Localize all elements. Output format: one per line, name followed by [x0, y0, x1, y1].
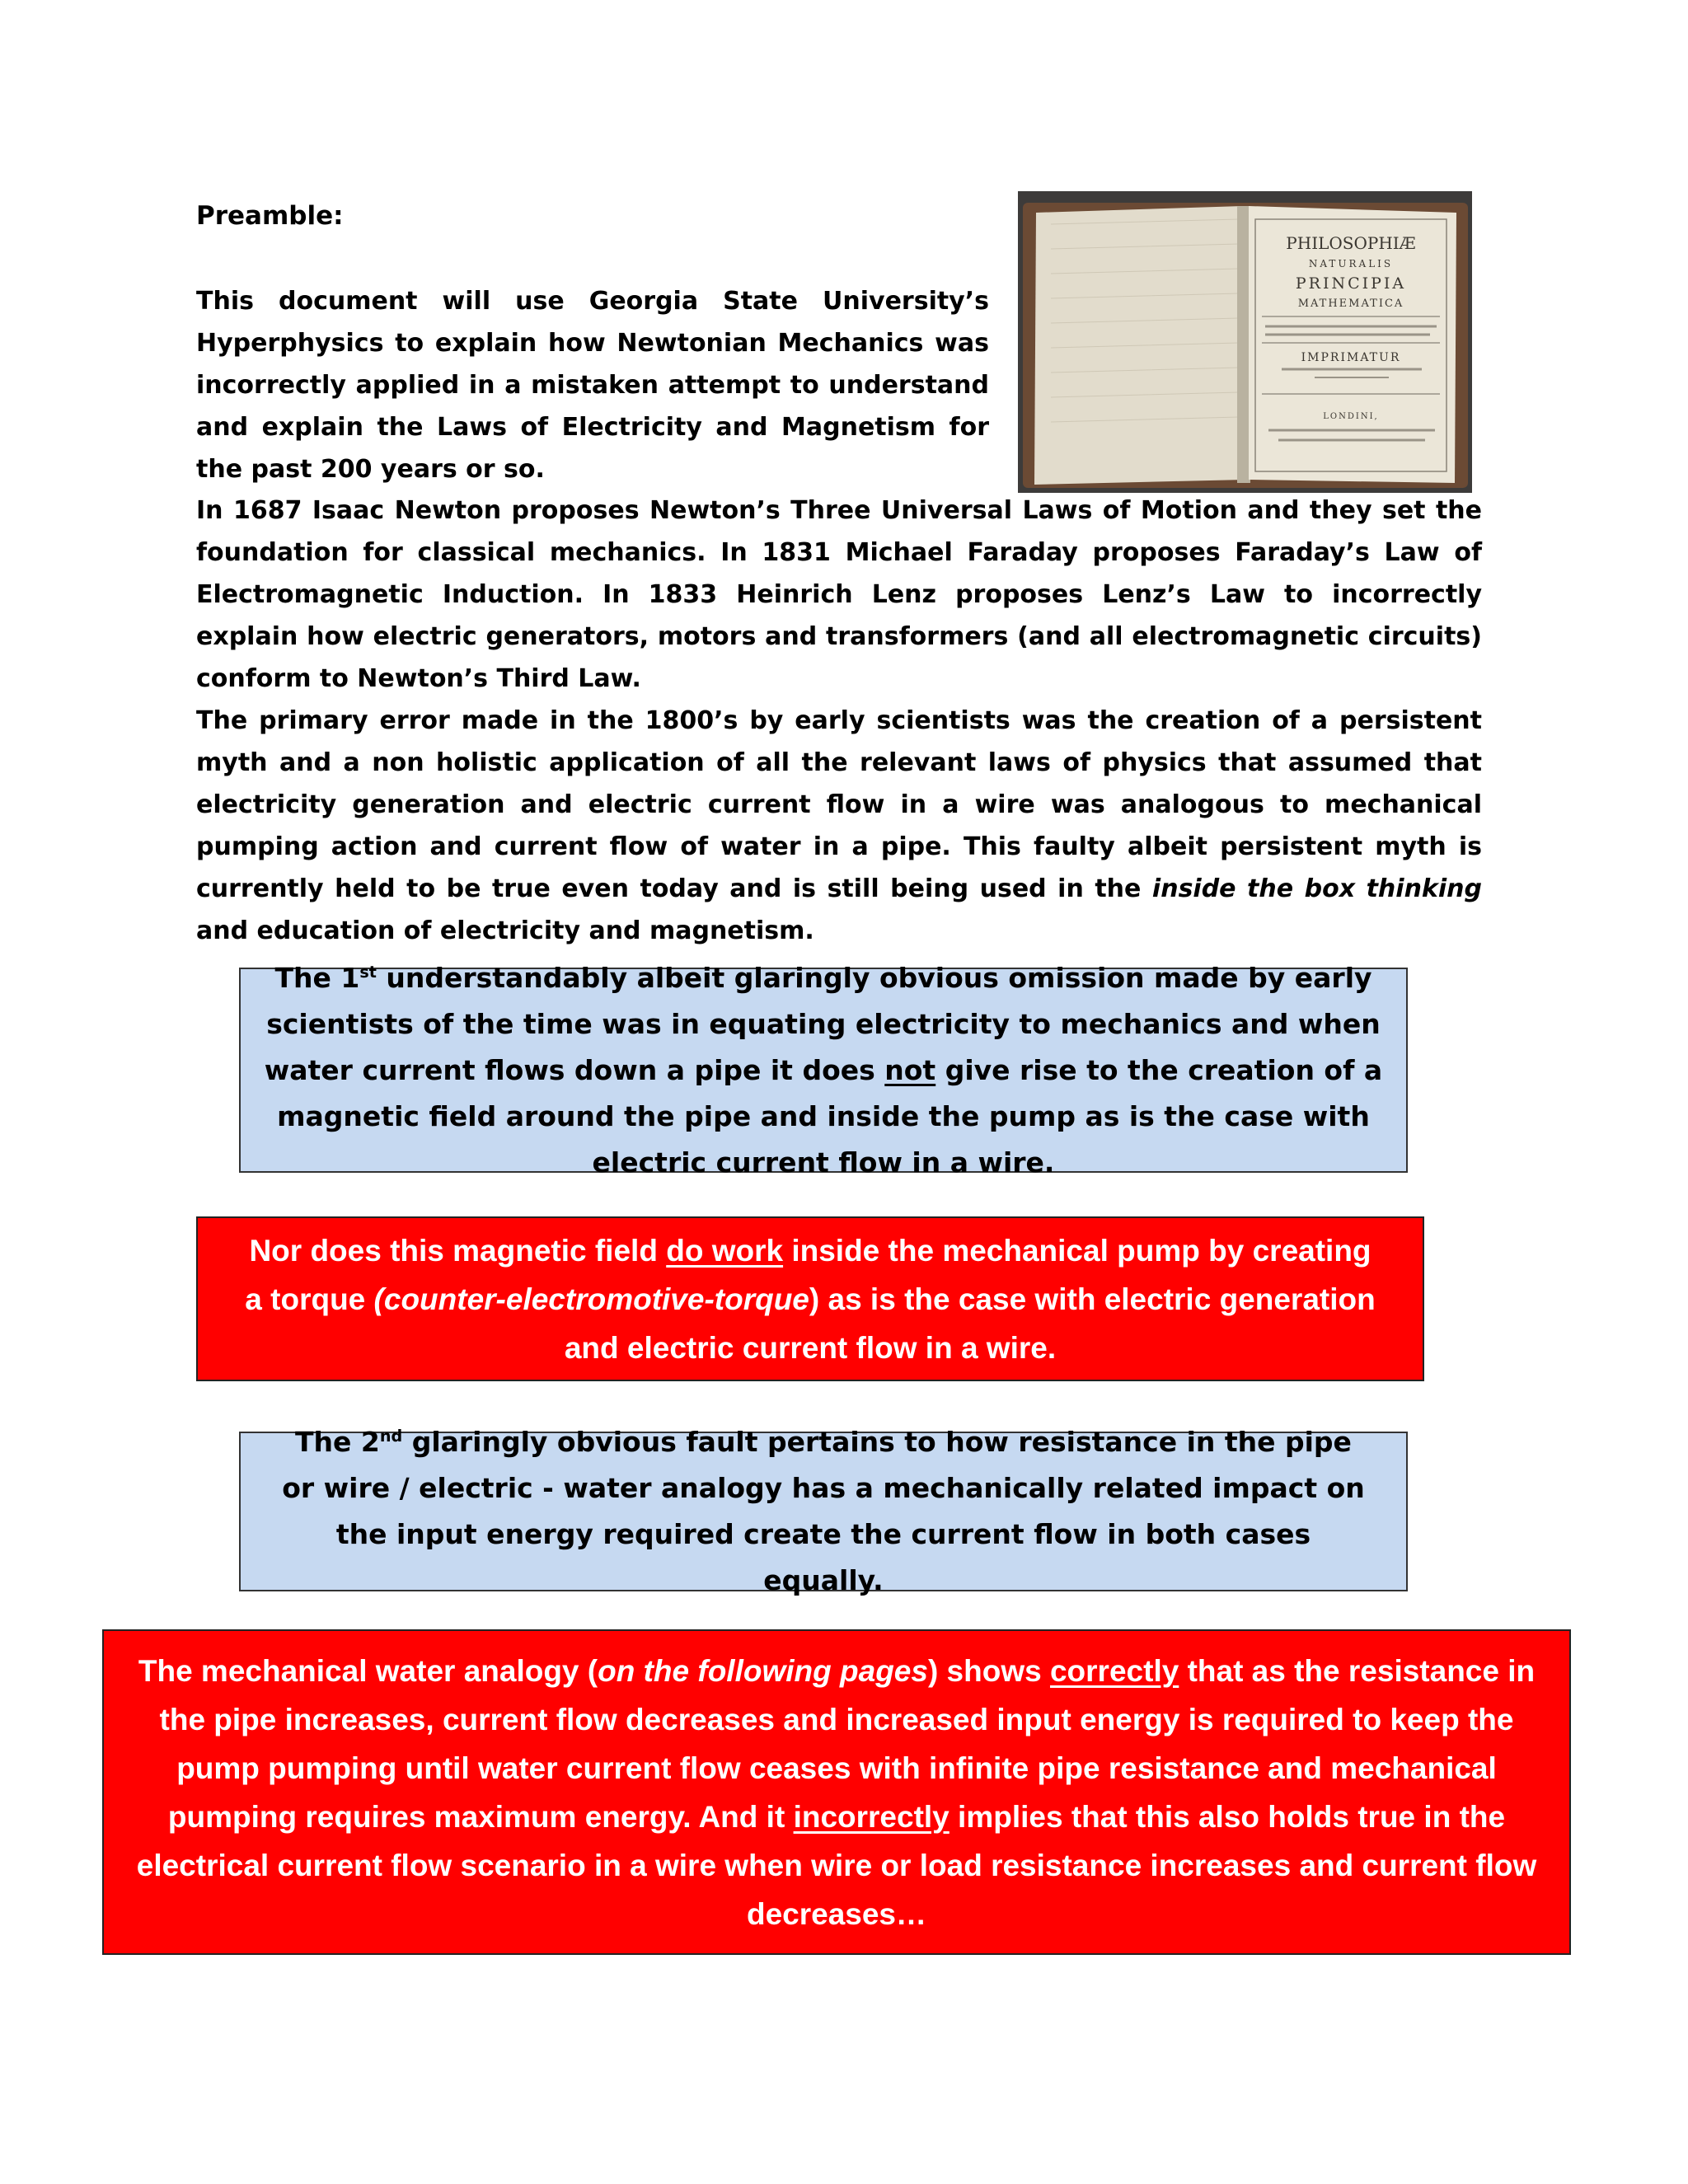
box4-text-1: The mechanical water analogy (: [138, 1653, 598, 1688]
box4-italic-phrase: on the following pages: [598, 1653, 928, 1688]
book-place: LONDINI,: [1323, 412, 1379, 421]
box4-text-3: that as the resistance in the pipe increases, current flow decreases and increased input energy is required to keep the pump pumping until water current flow ceases with infinite pipe resistance and mechanical pumping requires maximum energy. And it: [159, 1653, 1536, 1834]
box4-underlined-correctly: correctly: [1049, 1653, 1179, 1688]
error-paragraph: [196, 700, 1482, 952]
box2-text-2: inside the mechanical pump by creating a torque: [245, 1233, 1372, 1316]
magnetic-field-callout-box: [196, 1216, 1424, 1381]
box1-superscript: st: [359, 962, 377, 982]
book-imprimatur: IMPRIMATUR: [1301, 351, 1401, 364]
box1-text-2: understandably albeit glaringly obvious omission made by early scientists of the time was in equating electricity to mechanics and when water current flows down a pipe it does: [264, 961, 1381, 1086]
box1-underlined-not: not: [884, 1053, 936, 1086]
omission-callout-text: [262, 955, 1385, 1186]
box1-text-3: give rise to the creation of a magnetic field around the pipe and inside the pump as is the case with electric current flow in a wire.: [277, 1053, 1383, 1179]
history-paragraph: In 1687 Isaac Newton proposes Newton’s Three Universal Laws of Motion and they set the foundation for classical mechanics. In 1831 Michael Faraday proposes Faraday’s Law of Electromagnetic Induction. In 1833 Heinrich Lenz proposes Lenz’s Law to incorrectly explain how electric generators, motors and transformers (and all electromagnetic circuits) conform to Newton’s Third Law.: [196, 496, 1482, 693]
intro-paragraph: This document will use Georgia State University’s Hyperphysics to explain how Newtonian Mechanics was incorrectly applied in a mistaken attempt to understand and explain the Laws of Electricity and Magnetism for the past 200 years or so.: [196, 287, 989, 484]
water-analogy-callout-box: [102, 1629, 1571, 1955]
magnetic-field-callout-text: [239, 1226, 1381, 1372]
principia-book-image: [1018, 191, 1472, 493]
box3-superscript: nd: [379, 1427, 403, 1446]
book-title-line-1: PHILOSOPHIÆ: [1286, 233, 1416, 253]
resistance-fault-callout-box: [239, 1426, 1408, 1596]
book-illustration: [1018, 191, 1472, 493]
box3-text-2: glaringly obvious fault pertains to how resistance in the pipe or wire / electric - water analogy has a mechanically related impact on the input energy required create the current flow in both cases equally.: [282, 1426, 1365, 1596]
omission-callout-box: [239, 961, 1408, 1179]
resistance-fault-callout-text: [282, 1419, 1365, 1604]
error-text-after: and education of electricity and magnetism.: [196, 916, 814, 945]
box3-text-1: The 2: [295, 1426, 380, 1458]
box2-text-1: Nor does this magnetic field: [249, 1233, 667, 1268]
box4-text-4: implies that this also holds true in the electrical current flow scenario in a wire when wire or load resistance increases and current flow decreases…: [136, 1799, 1537, 1931]
book-title-line-3: PRINCIPIA: [1295, 274, 1407, 293]
book-title-line-4: MATHEMATICA: [1297, 298, 1404, 310]
box4-text-2: ) shows: [927, 1653, 1050, 1688]
book-title-line-2: NATURALIS: [1308, 258, 1394, 269]
preamble-heading: Preamble:: [196, 201, 344, 231]
water-analogy-callout-text: [129, 1647, 1545, 1938]
error-text-before: The primary error made in the 1800’s by early scientists was the creation of a persistent myth and a non holistic application of all the relevant laws of physics that assumed that electricity generation and electric current flow in a wire was analogous to mechanical pumping action and current flow of water in a pipe. This faulty albeit persistent myth is currently held to be true even today and is still being used in the: [196, 706, 1482, 903]
error-italic-phrase: inside the box thinking: [1151, 874, 1482, 903]
box2-italic-term: (counter-electromotive-torque: [373, 1282, 809, 1316]
box2-underlined-do-work: do work: [666, 1233, 784, 1268]
box2-text-3: ) as is the case with electric generation and electric current flow in a wire.: [564, 1282, 1376, 1365]
box4-underlined-incorrectly: incorrectly: [793, 1799, 950, 1834]
box1-text-1: The 1: [274, 961, 360, 994]
